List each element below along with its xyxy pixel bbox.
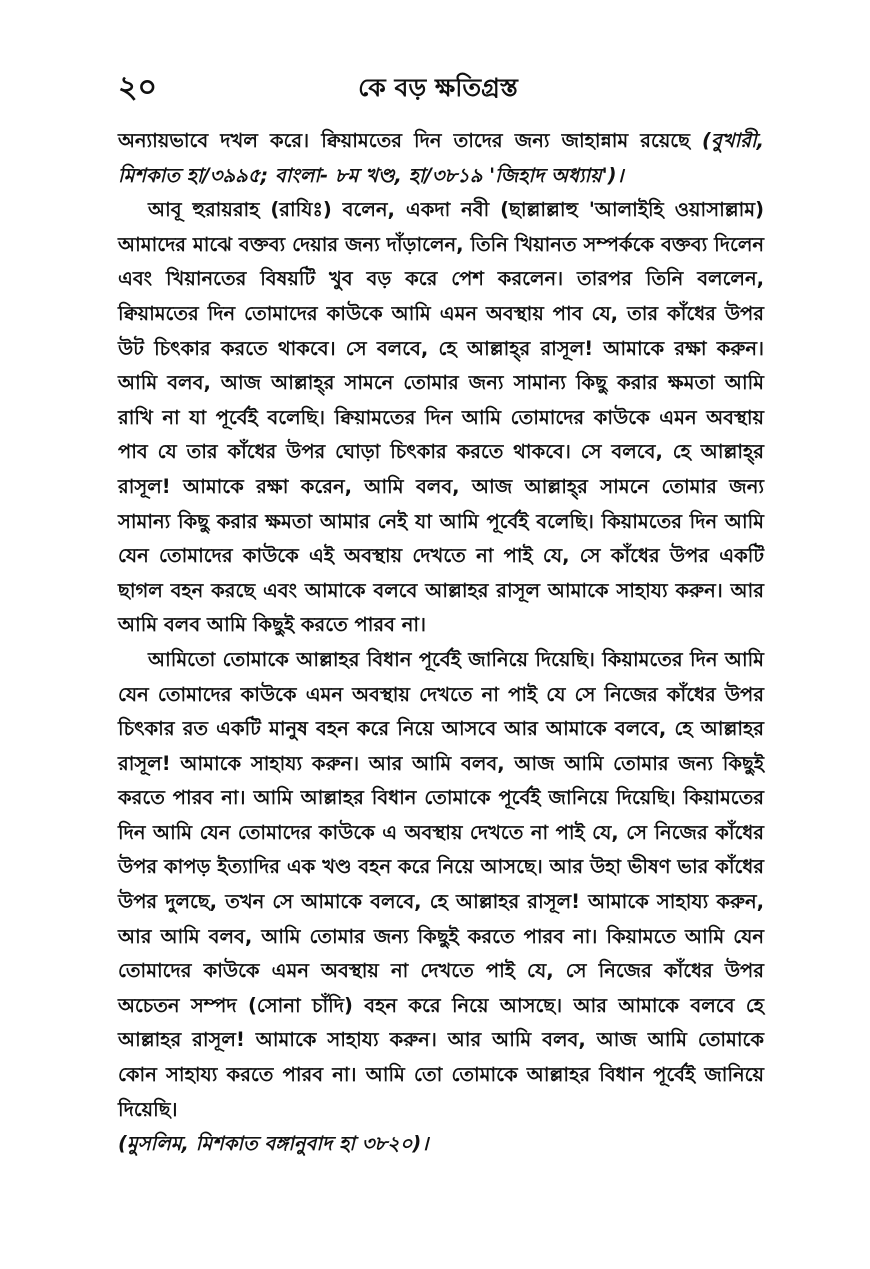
paragraph-3-reference: (মুসলিম, মিশকাত বঙ্গানুবাদ হা ৩৮২০)। [118,1132,429,1156]
paragraph-1-text: অন্যায়ভাবে দখল করে। ক্বিয়ামতের দিন তাদের জন্য জাহান্নাম রয়েছে [118,129,703,152]
running-title: কে বড় ক্ষতিগ্রস্ত [358,73,518,102]
paragraph-2 [118,193,764,643]
paragraph-3 [118,643,764,1162]
paragraph-3-text: আমিতো তোমাকে আল্লাহর বিধান পূর্বেই জানিয়ে দিয়েছি। কিয়ামতের দিন আমি যেন তোমাদের কাউকে এমন অবস্থায় দেখতে না পাই যে সে নিজের কাঁধের উপর চিৎকার রত একটি মানুষ বহন করে নিয়ে আসবে আর আমাকে বলবে, হে আল্লাহর রাসূল! আমাকে সাহায্য করুন। আর আমি বলব, আজ আমি তোমার জন্য কিছুই করতে পারব না। আমি আল্লাহর বিধান তোমাকে পূর্বেই জানিয়ে দিয়েছি। কিয়ামতের দিন আমি যেন তোমাদের কাউকে এ অবস্থায় দেখতে না পাই যে, সে নিজের কাঁধের উপর কাপড় ইত্যাদির এক খণ্ড বহন করে নিয়ে আসছে। আর উহা ভীষণ ভার কাঁধের উপর দুলছে, তখন সে আমাকে বলবে, হে আল্লাহর রাসূল! আমাকে সাহায্য করুন, আর আমি বলব, আমি তোমার জন্য কিছুই করতে পারব না। কিয়ামতে আমি যেন তোমাদের কাউকে এমন অবস্থায় না দেখতে পাই যে, সে নিজের কাঁধের উপর অচেতন সম্পদ (সোনা চাঁদি) বহন করে নিয়ে আসছে। আর আমাকে বলবে হে আল্লাহর রাসূল! আমাকে সাহায্য করুন। আর আমি বলব, আজ আমি তোমাকে কোন সাহায্য করতে পারব না। আমি তো তোমাকে আল্লাহর বিধান পূর্বেই জানিয়ে দিয়েছি। [118,647,764,1121]
paragraph-1-reference: (বুখারী, মিশকাত হা/৩৯৯৫; বাংলা- ৮ম খণ্ড, হা/৩৮১৯ 'জিহাদ অধ্যায়')। [118,129,764,187]
body-text [118,124,764,1162]
page-header [118,68,758,112]
paragraph-1 [118,124,764,193]
paragraph-2-text: আবূ হুরায়রাহ (রাযিঃ) বলেন, একদা নবী (ছাল্লাল্লাহু 'আলাইহি ওয়াসাল্লাম) আমাদের মাঝে বক্তব্য দেয়ার জন্য দাঁড়ালেন, তিনি খিয়ানত সম্পর্ককে বক্তব্য দিলেন এবং খিয়ানতের বিষয়টি খুব বড় করে পেশ করলেন। তারপর তিনি বললেন, ক্বিয়ামতের দিন তোমাদের কাউকে আমি এমন অবস্থায় পাব যে, তার কাঁধের উপর উট চিৎকার করতে থাকবে। সে বলবে, হে আল্লাহ্‌র রাসূল! আমাকে রক্ষা করুন। আমি বলব, আজ আল্লাহ্‌র সামনে তোমার জন্য সামান্য কিছু করার ক্ষমতা আমি রাখি না যা পূর্বেই বলেছি। ক্বিয়ামতের দিন আমি তোমাদের কাউকে এমন অবস্থায় পাব যে তার কাঁধের উপর ঘোড়া চিৎকার করতে থাকবে। সে বলবে, হে আল্লাহ্‌র রাসূল! আমাকে রক্ষা করেন, আমি বলব, আজ আল্লাহ্‌র সামনে তোমার জন্য সামান্য কিছু করার ক্ষমতা আমার নেই যা আমি পূর্বেই বলেছি। কিয়ামতের দিন আমি যেন তোমাদের কাউকে এই অবস্থায় দেখতে না পাই যে, সে কাঁধের উপর একটি ছাগল বহন করছে এবং আমাকে বলবে আল্লাহর রাসূল আমাকে সাহায্য করুন। আর আমি বলব আমি কিছুই করতে পারব না। [118,198,764,637]
page-number: ২০ [118,70,158,105]
